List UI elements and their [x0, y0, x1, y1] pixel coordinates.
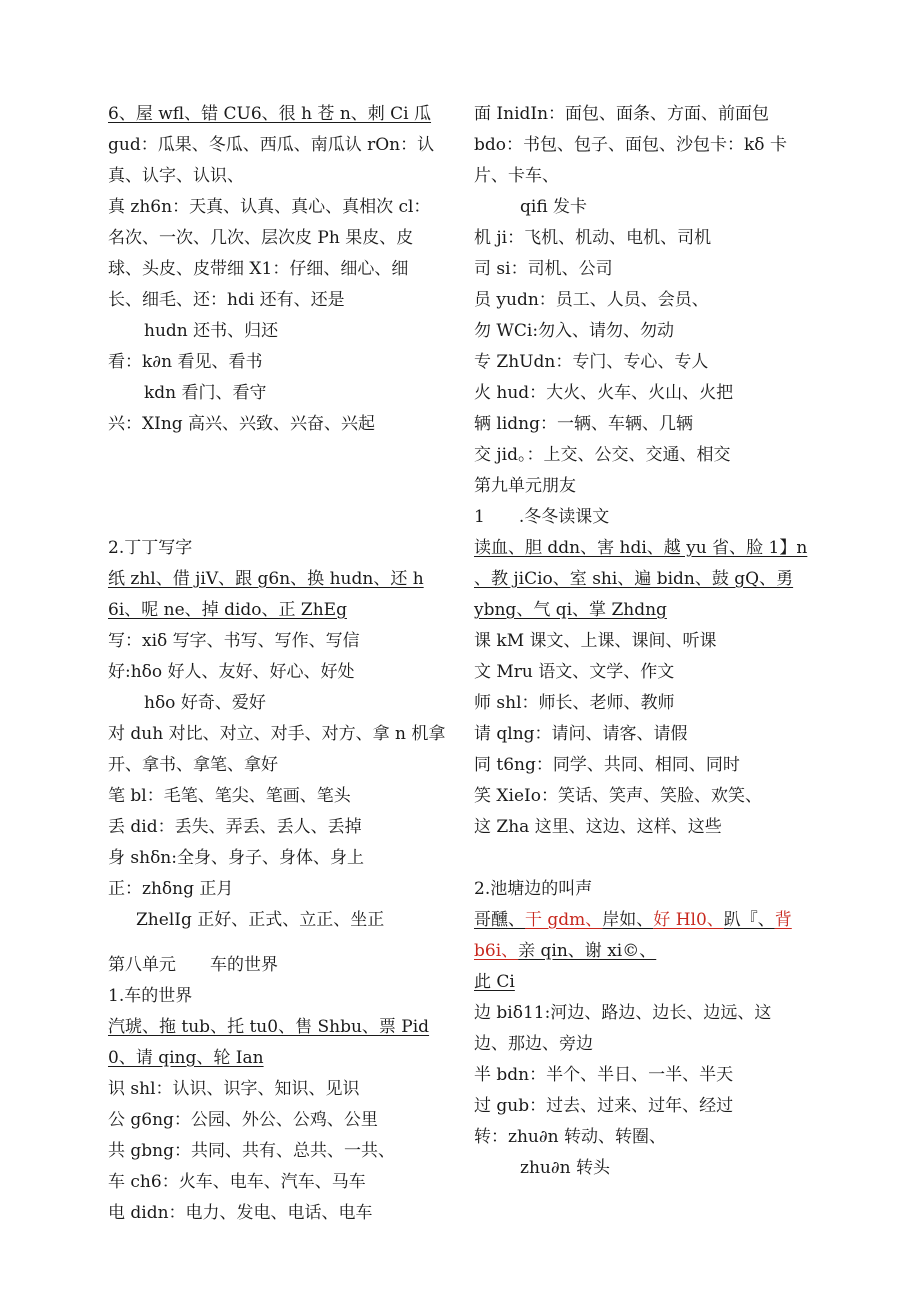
text-line: 火 hud：大火、火车、火山、火把: [474, 383, 734, 403]
spacer: [108, 471, 460, 502]
text-line: 辆 lidng：一辆、车辆、几辆: [474, 414, 693, 434]
text-line: 1 .冬冬读课文: [474, 507, 610, 527]
text-line: 这 Zha 这里、这边、这样、这些: [474, 817, 722, 837]
text-segment: 干 gdm、: [525, 910, 603, 930]
text-line: 兴：XIng 高兴、兴致、兴奋、兴起: [108, 414, 376, 434]
text-line: ybng、气 qi、掌 Zhdng: [474, 600, 667, 620]
text-line: 交 jid。：上交、公交、交通、相交: [474, 445, 731, 465]
text-line: 第八单元 车的世界: [108, 955, 278, 975]
text-line: 边、那边、旁边: [474, 1034, 593, 1054]
spacer: [108, 936, 460, 950]
text-line: 笔 bl：毛笔、笔尖、笔画、笔头: [108, 786, 351, 806]
text-line: 读血、胆 ddn、害 hdi、越 yu 省、脸 1】n: [474, 538, 808, 558]
text-line: 真 zh6n：天真、认真、真心、真相次 cl：: [108, 197, 431, 217]
text-line: qifi 发卡: [520, 197, 588, 217]
text-line: 识 shl：认识、识字、知识、见识: [108, 1079, 360, 1099]
text-line: 过 gub：过去、过来、过年、经过: [474, 1096, 734, 1116]
right-column: [474, 99, 814, 1184]
text-line: 师 shl：师长、老师、教师: [474, 693, 675, 713]
text-line: 边 biδ11:河边、路边、边长、边远、这: [474, 1003, 772, 1023]
text-line: 此 Ci: [474, 972, 515, 992]
text-line: 纸 zhl、借 jiV、跟 g6n、换 hudn、还 h: [108, 569, 424, 589]
text-line: 球、头皮、皮带细 X1：仔细、细心、细: [108, 259, 409, 279]
text-line: gud：瓜果、冬瓜、西瓜、南瓜认 rOn：认: [108, 135, 435, 155]
text-segment: 好 Hl0、: [653, 910, 724, 930]
text-line: 专 ZhUdn：专门、专心、专人: [474, 352, 709, 372]
text-line: kdn 看门、看守: [144, 383, 267, 403]
text-line: 6、屋 wfl、错 CU6、很 h 苍 n、刺 Ci 瓜: [108, 104, 432, 124]
text-line: 片、卡车、: [474, 166, 559, 186]
text-line: 身 shδn:全身、身子、身体、身上: [108, 848, 364, 868]
spacer: [108, 502, 460, 533]
text-line: 1.车的世界: [108, 986, 193, 1006]
text-line: 好:hδo 好人、友好、好心、好处: [108, 662, 355, 682]
text-line: 文 Mru 语文、文学、作文: [474, 662, 675, 682]
text-segment: 背: [774, 910, 792, 930]
text-line: 电 didn：电力、发电、电话、电车: [108, 1203, 373, 1223]
text-line: 半 bdn：半个、半日、一半、半天: [474, 1065, 734, 1085]
text-segment: 岸如、: [602, 910, 654, 930]
text-line: 名次、一次、几次、层次皮 Ph 果皮、皮: [108, 228, 414, 248]
text-line: 正：zhδng 正月: [108, 879, 234, 899]
text-line: 6i、呢 ne、掉 dido、正 ZhEg: [108, 600, 347, 620]
text-line: 司 si：司机、公司: [474, 259, 613, 279]
text-line: 看：k∂n 看见、看书: [108, 352, 263, 372]
left-column: [108, 99, 460, 1223]
text-line: ZhelIg 正好、正式、立正、坐正: [136, 910, 385, 930]
text-line: 请 qlng：请问、请客、请假: [474, 724, 688, 744]
text-line: 面 InidIn：面包、面条、方面、前面包: [474, 104, 770, 124]
text-line: 长、细毛、还：hdi 还有、还是: [108, 290, 345, 310]
text-line: hδo 好奇、爱好: [144, 693, 266, 713]
text-line: 2.池塘边的叫声: [474, 879, 593, 899]
text-line: 第九单元朋友: [474, 476, 576, 496]
text-line: 0、请 qing、轮 Ian: [108, 1048, 264, 1068]
text-line: 勿 WCi:勿入、请勿、勿动: [474, 321, 675, 341]
text-line: 汽琥、拖 tub、托 tu0、售 Shbu、票 Pid: [108, 1017, 430, 1037]
text-segment: b6i、: [474, 941, 519, 961]
text-line: 真、认字、认识、: [108, 166, 244, 186]
text-segment: 亲 qin、谢 xi©、: [518, 941, 657, 961]
text-segment: 哥醺、: [474, 910, 525, 930]
text-line: 、教 jiCio、室 shi、遍 bidn、鼓 gQ、勇: [474, 569, 794, 589]
text-line: 笑 XieIo：笑话、笑声、笑脸、欢笑、: [474, 786, 762, 806]
text-line: 车 ch6：火车、电车、汽车、马车: [108, 1172, 366, 1192]
text-line: bdo：书包、包子、面包、沙包卡：kδ 卡: [474, 135, 787, 155]
text-line: 2.丁丁写字: [108, 538, 193, 558]
text-line: [474, 936, 814, 967]
text-line: 写：xiδ 写字、书写、写作、写信: [108, 631, 360, 651]
text-line: 机 ji：飞机、机动、电机、司机: [474, 228, 712, 248]
text-line: hudn 还书、归还: [144, 321, 279, 341]
text-line: zhu∂n 转头: [520, 1158, 610, 1178]
text-line: 共 gbng：共同、共有、总共、一共、: [108, 1141, 395, 1161]
text-segment: 趴『、: [723, 910, 775, 930]
text-line: 员 yudn：员工、人员、会员、: [474, 290, 709, 310]
text-line: 对 duh 对比、对立、对手、对方、拿 n 机拿: [108, 724, 446, 744]
text-line: 开、拿书、拿笔、拿好: [108, 755, 278, 775]
spacer: [474, 843, 814, 874]
spacer: [108, 440, 460, 471]
text-line: 丢 did：丢失、弄丢、丢人、丢掉: [108, 817, 362, 837]
text-line: 课 kM 课文、上课、课间、听课: [474, 631, 717, 651]
text-line: 同 t6ng：同学、共同、相同、同时: [474, 755, 740, 775]
text-line: 公 g6ng：公园、外公、公鸡、公里: [108, 1110, 378, 1130]
text-line: 转：zhu∂n 转动、转圈、: [474, 1127, 666, 1147]
text-line: [474, 905, 814, 936]
